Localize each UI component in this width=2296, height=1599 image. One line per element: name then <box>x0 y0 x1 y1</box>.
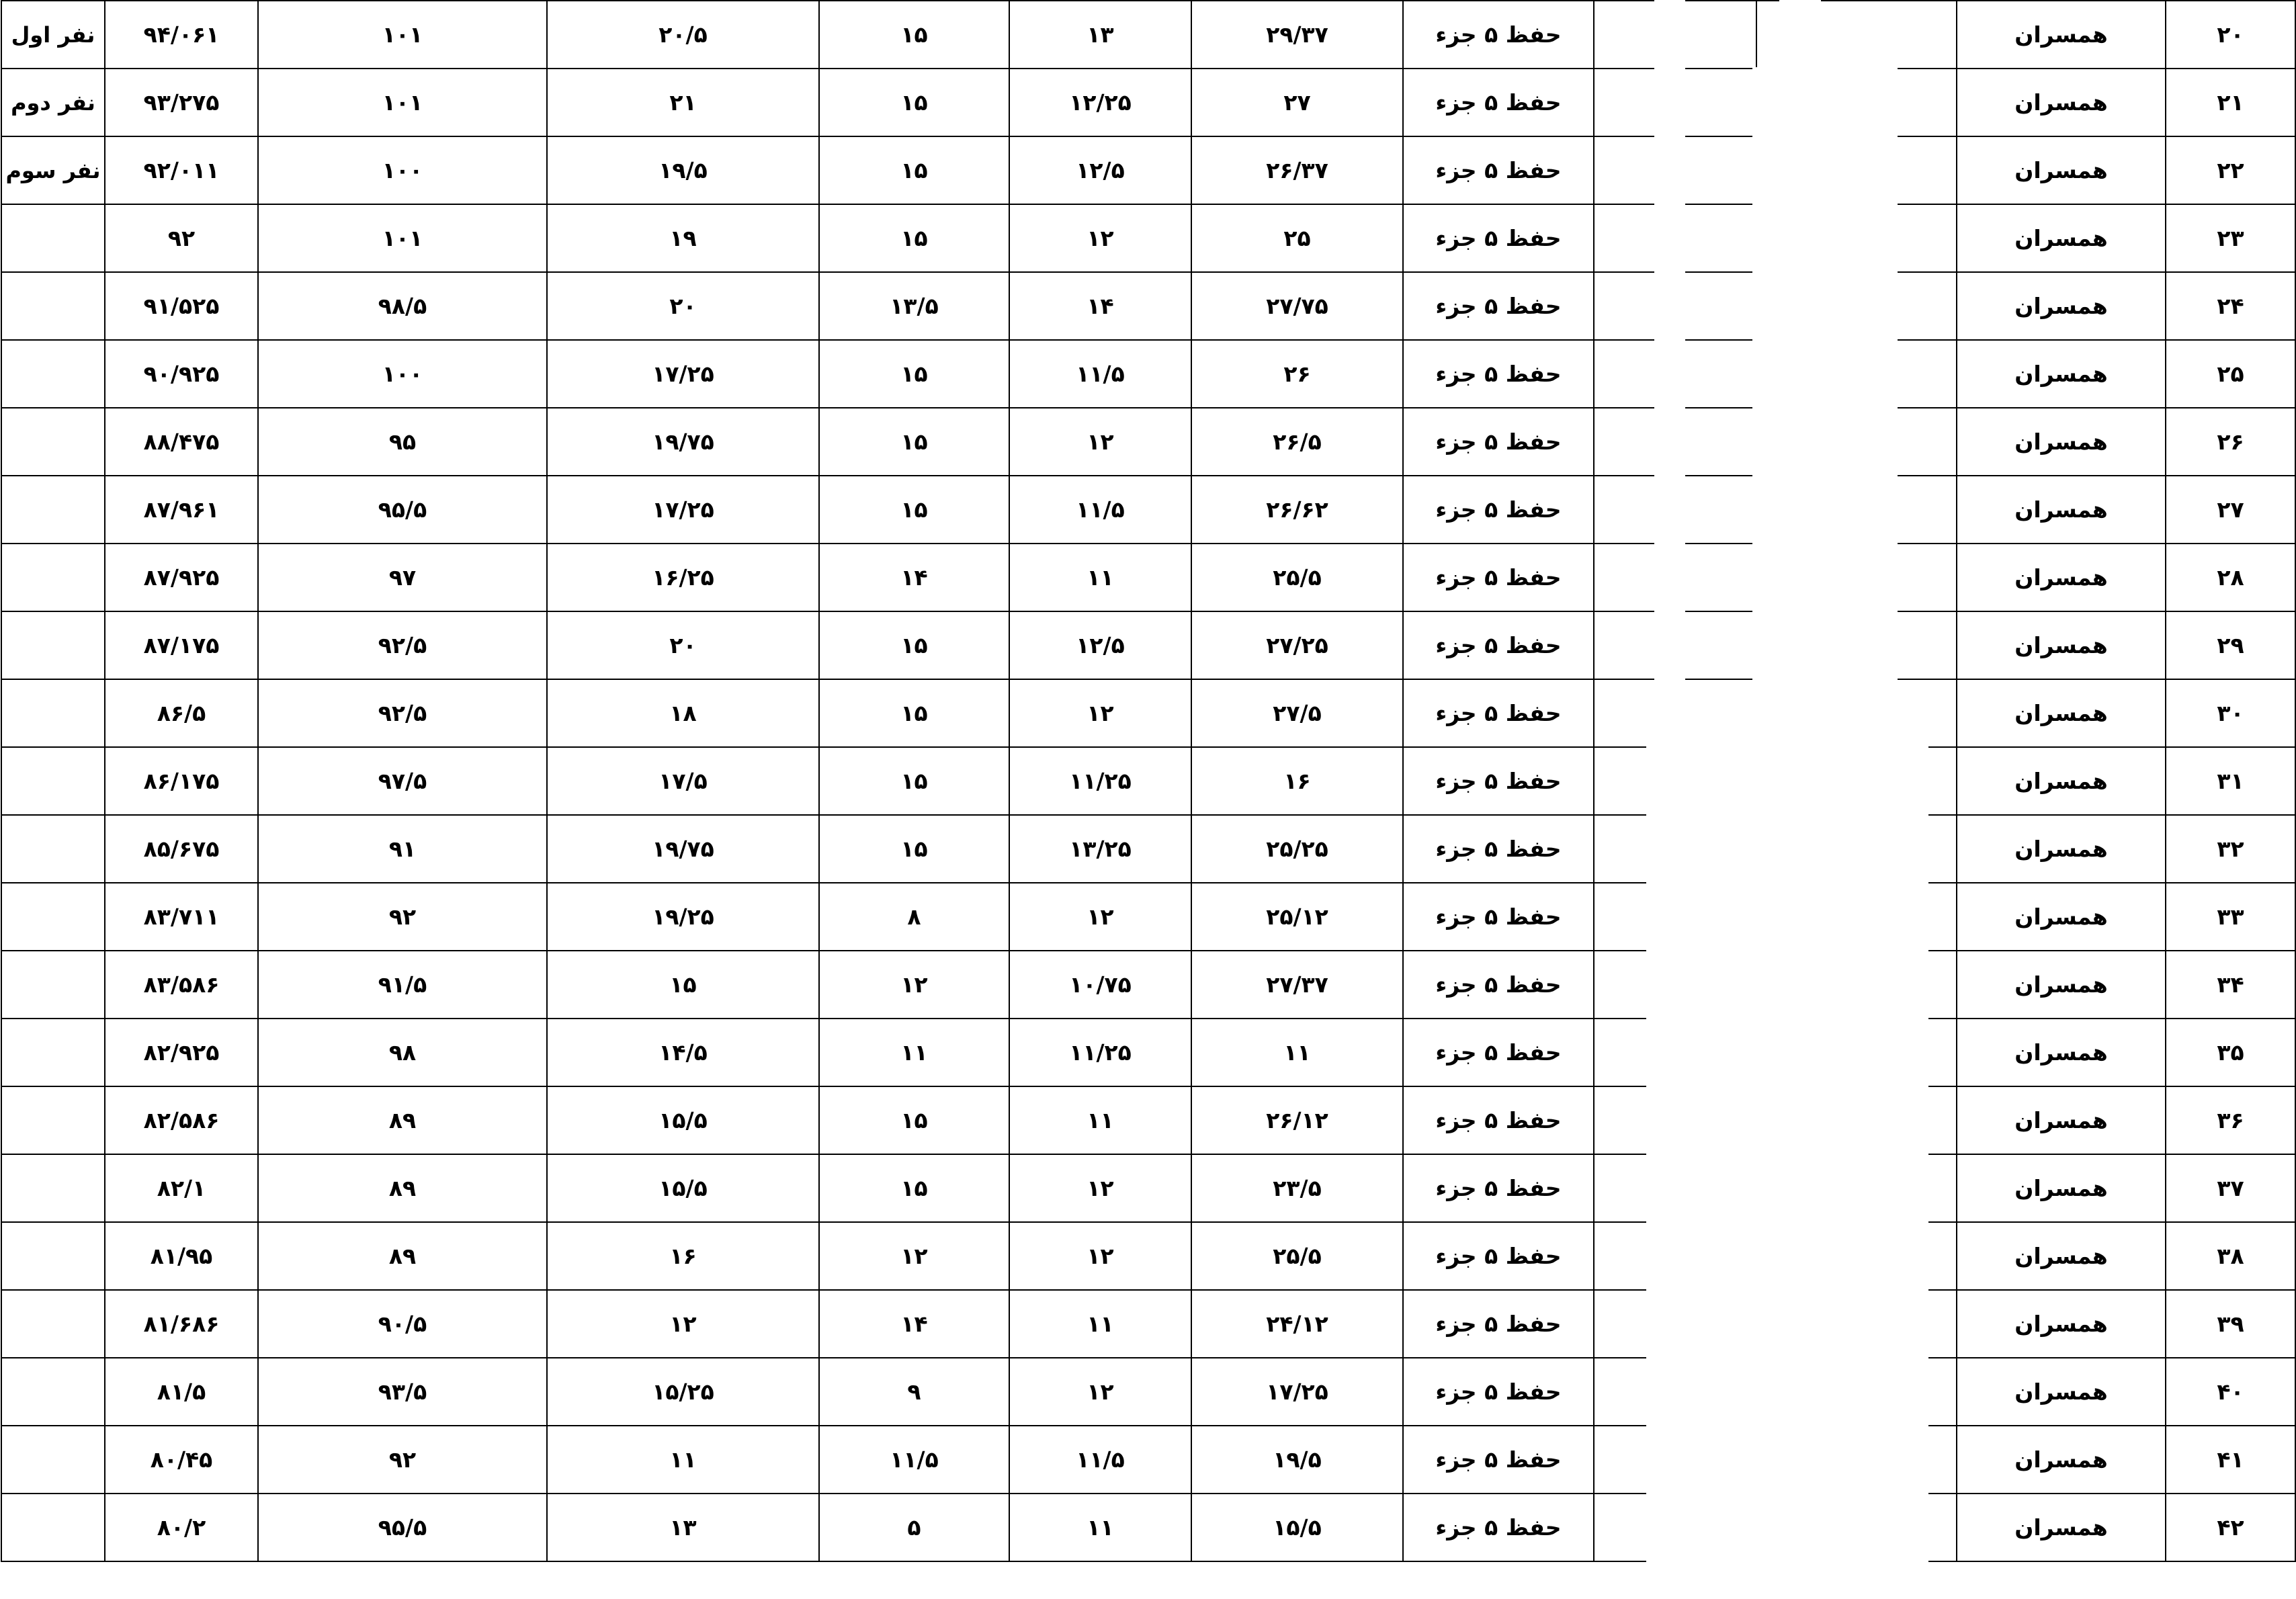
cell-row: ۳۱ <box>2166 747 2295 815</box>
cell-group: همسران <box>1957 69 2166 136</box>
cell-score2: ۱۱/۵ <box>1009 340 1191 408</box>
cell-score3: ۱۱ <box>819 1019 1009 1086</box>
cell-score4: ۱۷/۲۵ <box>547 340 819 408</box>
cell-group: همسران <box>1957 1 2166 69</box>
table-row <box>1 1358 2295 1426</box>
cell-total: ۹۳/۲۷۵ <box>105 69 258 136</box>
cell-group: همسران <box>1957 204 2166 272</box>
cell-group: همسران <box>1957 951 2166 1019</box>
cell-rank <box>1 1358 105 1426</box>
cell-group: همسران <box>1957 1358 2166 1426</box>
cell-rank: نفر دوم <box>1 69 105 136</box>
cell-total: ۸۸/۴۷۵ <box>105 408 258 476</box>
cell-score4: ۲۰ <box>547 611 819 679</box>
cell-category: حفظ ۵ جزء <box>1403 951 1594 1019</box>
cell-category: حفظ ۵ جزء <box>1403 883 1594 951</box>
cell-row: ۲۴ <box>2166 272 2295 340</box>
cell-score4: ۱۷/۵ <box>547 747 819 815</box>
cell-score4: ۱۹/۷۵ <box>547 815 819 883</box>
cell-rank: نفر سوم <box>1 136 105 204</box>
table-row <box>1 476 2295 544</box>
cell-category: حفظ ۵ جزء <box>1403 747 1594 815</box>
cell-score4: ۱۵/۵ <box>547 1086 819 1154</box>
cell-score2: ۱۲ <box>1009 883 1191 951</box>
cell-rank <box>1 679 105 747</box>
cell-score5: ۱۰۱ <box>258 204 547 272</box>
cell-total: ۹۱/۵۲۵ <box>105 272 258 340</box>
cell-row: ۲۱ <box>2166 69 2295 136</box>
cell-score2: ۱۲ <box>1009 1358 1191 1426</box>
cell-total: ۸۱/۶۸۶ <box>105 1290 258 1358</box>
cell-score1: ۲۵ <box>1191 204 1403 272</box>
cell-row: ۳۲ <box>2166 815 2295 883</box>
cell-total: ۸۶/۵ <box>105 679 258 747</box>
cell-score4: ۱۶ <box>547 1222 819 1290</box>
cell-group: همسران <box>1957 272 2166 340</box>
cell-score2: ۱۰/۷۵ <box>1009 951 1191 1019</box>
cell-score5: ۹۵ <box>258 408 547 476</box>
cell-score1: ۲۵/۱۲ <box>1191 883 1403 951</box>
cell-group: همسران <box>1957 611 2166 679</box>
cell-rank <box>1 1426 105 1494</box>
cell-score5: ۹۱/۵ <box>258 951 547 1019</box>
cell-category: حفظ ۵ جزء <box>1403 544 1594 611</box>
cell-group: همسران <box>1957 1019 2166 1086</box>
cell-score5: ۹۸ <box>258 1019 547 1086</box>
table-row <box>1 544 2295 611</box>
cell-category: حفظ ۵ جزء <box>1403 1086 1594 1154</box>
cell-score2: ۱۱ <box>1009 544 1191 611</box>
cell-score4: ۱۹ <box>547 204 819 272</box>
cell-total: ۸۲/۵۸۶ <box>105 1086 258 1154</box>
cell-score4: ۱۴/۵ <box>547 1019 819 1086</box>
cell-score4: ۲۰ <box>547 272 819 340</box>
cell-total: ۹۲ <box>105 204 258 272</box>
cell-score4: ۱۶/۲۵ <box>547 544 819 611</box>
cell-score4: ۲۰/۵ <box>547 1 819 69</box>
cell-group: همسران <box>1957 815 2166 883</box>
cell-score1: ۱۶ <box>1191 747 1403 815</box>
table-row <box>1 69 2295 136</box>
cell-row: ۲۸ <box>2166 544 2295 611</box>
table-row <box>1 1 2295 69</box>
cell-score2: ۱۱ <box>1009 1290 1191 1358</box>
cell-score3: ۱۲ <box>819 951 1009 1019</box>
cell-row: ۳۸ <box>2166 1222 2295 1290</box>
cell-total: ۸۱/۵ <box>105 1358 258 1426</box>
table-row <box>1 204 2295 272</box>
redaction-strip <box>1779 0 1821 1599</box>
cell-score4: ۱۲ <box>547 1290 819 1358</box>
cell-category: حفظ ۵ جزء <box>1403 611 1594 679</box>
cell-rank <box>1 272 105 340</box>
cell-total: ۸۲/۱ <box>105 1154 258 1222</box>
cell-score3: ۱۳/۵ <box>819 272 1009 340</box>
cell-score2: ۱۲/۲۵ <box>1009 69 1191 136</box>
cell-score4: ۱۹/۷۵ <box>547 408 819 476</box>
cell-row: ۲۹ <box>2166 611 2295 679</box>
cell-score3: ۱۵ <box>819 815 1009 883</box>
cell-score5: ۹۲/۵ <box>258 679 547 747</box>
cell-score3: ۱۴ <box>819 1290 1009 1358</box>
cell-row: ۴۲ <box>2166 1494 2295 1561</box>
cell-score3: ۱۴ <box>819 544 1009 611</box>
cell-score3: ۱۵ <box>819 1086 1009 1154</box>
cell-score1: ۱۱ <box>1191 1019 1403 1086</box>
cell-rank <box>1 611 105 679</box>
cell-category: حفظ ۵ جزء <box>1403 136 1594 204</box>
cell-score5: ۱۰۱ <box>258 1 547 69</box>
cell-score3: ۸ <box>819 883 1009 951</box>
cell-row: ۳۹ <box>2166 1290 2295 1358</box>
cell-score2: ۱۱/۲۵ <box>1009 1019 1191 1086</box>
table-row <box>1 951 2295 1019</box>
cell-rank <box>1 340 105 408</box>
table-row <box>1 136 2295 204</box>
cell-row: ۲۶ <box>2166 408 2295 476</box>
cell-score5: ۹۲ <box>258 1426 547 1494</box>
cell-rank <box>1 815 105 883</box>
cell-group: همسران <box>1957 747 2166 815</box>
table-row <box>1 1019 2295 1086</box>
cell-score3: ۱۵ <box>819 340 1009 408</box>
cell-total: ۹۰/۹۲۵ <box>105 340 258 408</box>
cell-category: حفظ ۵ جزء <box>1403 1222 1594 1290</box>
cell-category: حفظ ۵ جزء <box>1403 1494 1594 1561</box>
cell-score5: ۹۲/۵ <box>258 611 547 679</box>
cell-rank <box>1 544 105 611</box>
cell-category: حفظ ۵ جزء <box>1403 1019 1594 1086</box>
cell-rank <box>1 1086 105 1154</box>
cell-rank <box>1 1222 105 1290</box>
cell-score1: ۲۵/۵ <box>1191 544 1403 611</box>
cell-row: ۳۶ <box>2166 1086 2295 1154</box>
cell-score4: ۱۹/۲۵ <box>547 883 819 951</box>
cell-category: حفظ ۵ جزء <box>1403 1426 1594 1494</box>
cell-row: ۳۷ <box>2166 1154 2295 1222</box>
cell-score4: ۱۸ <box>547 679 819 747</box>
cell-score1: ۱۷/۲۵ <box>1191 1358 1403 1426</box>
cell-category: حفظ ۵ جزء <box>1403 272 1594 340</box>
redaction-strip <box>1646 692 1774 1599</box>
cell-score5: ۹۷ <box>258 544 547 611</box>
cell-score3: ۱۵ <box>819 204 1009 272</box>
cell-total: ۸۳/۵۸۶ <box>105 951 258 1019</box>
cell-category: حفظ ۵ جزء <box>1403 340 1594 408</box>
cell-rank <box>1 204 105 272</box>
cell-score3: ۱۵ <box>819 747 1009 815</box>
cell-group: همسران <box>1957 476 2166 544</box>
cell-score1: ۲۷/۲۵ <box>1191 611 1403 679</box>
cell-score2: ۱۲/۵ <box>1009 611 1191 679</box>
cell-score2: ۱۲/۵ <box>1009 136 1191 204</box>
cell-rank <box>1 408 105 476</box>
cell-group: همسران <box>1957 883 2166 951</box>
table-row <box>1 679 2295 747</box>
cell-score5: ۹۸/۵ <box>258 272 547 340</box>
cell-row: ۲۳ <box>2166 204 2295 272</box>
cell-group: همسران <box>1957 1086 2166 1154</box>
cell-rank <box>1 1290 105 1358</box>
cell-score3: ۱۵ <box>819 408 1009 476</box>
table-row <box>1 340 2295 408</box>
cell-score5: ۸۹ <box>258 1222 547 1290</box>
cell-score1: ۲۶/۱۲ <box>1191 1086 1403 1154</box>
cell-score3: ۱۲ <box>819 1222 1009 1290</box>
cell-category: حفظ ۵ جزء <box>1403 408 1594 476</box>
cell-score5: ۹۷/۵ <box>258 747 547 815</box>
table-row <box>1 1154 2295 1222</box>
cell-score5: ۹۵/۵ <box>258 476 547 544</box>
cell-group: همسران <box>1957 1494 2166 1561</box>
cell-row: ۳۵ <box>2166 1019 2295 1086</box>
cell-score5: ۹۳/۵ <box>258 1358 547 1426</box>
table-row <box>1 408 2295 476</box>
cell-category: حفظ ۵ جزء <box>1403 1358 1594 1426</box>
cell-score1: ۲۵/۵ <box>1191 1222 1403 1290</box>
table-row <box>1 272 2295 340</box>
cell-score1: ۲۶ <box>1191 340 1403 408</box>
cell-total: ۸۰/۴۵ <box>105 1426 258 1494</box>
cell-group: همسران <box>1957 1426 2166 1494</box>
cell-group: همسران <box>1957 544 2166 611</box>
table-row <box>1 883 2295 951</box>
cell-group: همسران <box>1957 408 2166 476</box>
cell-row: ۴۰ <box>2166 1358 2295 1426</box>
cell-rank <box>1 476 105 544</box>
cell-row: ۲۰ <box>2166 1 2295 69</box>
cell-row: ۲۵ <box>2166 340 2295 408</box>
cell-score1: ۲۴/۱۲ <box>1191 1290 1403 1358</box>
cell-score1: ۲۷/۵ <box>1191 679 1403 747</box>
cell-row: ۲۲ <box>2166 136 2295 204</box>
cell-score4: ۱۵/۵ <box>547 1154 819 1222</box>
cell-score4: ۱۱ <box>547 1426 819 1494</box>
cell-score1: ۲۹/۳۷ <box>1191 1 1403 69</box>
table-row <box>1 611 2295 679</box>
cell-total: ۸۰/۲ <box>105 1494 258 1561</box>
table-row <box>1 815 2295 883</box>
cell-score4: ۱۷/۲۵ <box>547 476 819 544</box>
cell-row: ۲۷ <box>2166 476 2295 544</box>
cell-score5: ۹۵/۵ <box>258 1494 547 1561</box>
table-row <box>1 1426 2295 1494</box>
cell-score1: ۲۷ <box>1191 69 1403 136</box>
cell-score3: ۱۵ <box>819 476 1009 544</box>
cell-group: همسران <box>1957 1154 2166 1222</box>
cell-group: همسران <box>1957 340 2166 408</box>
cell-score1: ۲۶/۳۷ <box>1191 136 1403 204</box>
cell-score4: ۱۵ <box>547 951 819 1019</box>
cell-score5: ۱۰۰ <box>258 340 547 408</box>
cell-score5: ۸۹ <box>258 1154 547 1222</box>
cell-total: ۹۲/۰۱۱ <box>105 136 258 204</box>
cell-score2: ۱۲ <box>1009 679 1191 747</box>
cell-rank <box>1 1154 105 1222</box>
cell-row: ۴۱ <box>2166 1426 2295 1494</box>
cell-score2: ۱۳/۲۵ <box>1009 815 1191 883</box>
results-table-body <box>1 1 2295 1561</box>
table-row <box>1 1290 2295 1358</box>
cell-score3: ۱۵ <box>819 69 1009 136</box>
cell-score1: ۲۶/۵ <box>1191 408 1403 476</box>
cell-score3: ۵ <box>819 1494 1009 1561</box>
cell-score1: ۲۵/۲۵ <box>1191 815 1403 883</box>
cell-score1: ۲۷/۷۵ <box>1191 272 1403 340</box>
cell-category: حفظ ۵ جزء <box>1403 679 1594 747</box>
table-row <box>1 1086 2295 1154</box>
cell-rank <box>1 1494 105 1561</box>
cell-total: ۸۷/۹۶۱ <box>105 476 258 544</box>
cell-score4: ۱۳ <box>547 1494 819 1561</box>
cell-score4: ۱۹/۵ <box>547 136 819 204</box>
redaction-strip <box>1828 692 1928 1599</box>
cell-rank <box>1 951 105 1019</box>
cell-score2: ۱۲ <box>1009 1222 1191 1290</box>
cell-total: ۸۲/۹۲۵ <box>105 1019 258 1086</box>
cell-row: ۳۴ <box>2166 951 2295 1019</box>
cell-score2: ۱۴ <box>1009 272 1191 340</box>
cell-score5: ۹۰/۵ <box>258 1290 547 1358</box>
cell-score1: ۲۳/۵ <box>1191 1154 1403 1222</box>
cell-score2: ۱۲ <box>1009 1154 1191 1222</box>
cell-score5: ۱۰۱ <box>258 69 547 136</box>
cell-rank <box>1 883 105 951</box>
results-table <box>1 0 2296 1562</box>
table-row <box>1 1494 2295 1561</box>
cell-score3: ۱۵ <box>819 679 1009 747</box>
cell-score2: ۱۱ <box>1009 1494 1191 1561</box>
cell-score1: ۱۹/۵ <box>1191 1426 1403 1494</box>
cell-score2: ۱۲ <box>1009 204 1191 272</box>
cell-score1: ۱۵/۵ <box>1191 1494 1403 1561</box>
table-row <box>1 747 2295 815</box>
cell-score2: ۱۲ <box>1009 408 1191 476</box>
cell-score3: ۹ <box>819 1358 1009 1426</box>
cell-score5: ۱۰۰ <box>258 136 547 204</box>
cell-score3: ۱۵ <box>819 136 1009 204</box>
cell-score2: ۱۱/۵ <box>1009 476 1191 544</box>
cell-score4: ۱۵/۲۵ <box>547 1358 819 1426</box>
cell-score2: ۱۳ <box>1009 1 1191 69</box>
cell-category: حفظ ۵ جزء <box>1403 1154 1594 1222</box>
cell-total: ۸۵/۶۷۵ <box>105 815 258 883</box>
cell-score3: ۱۵ <box>819 1 1009 69</box>
cell-score4: ۲۱ <box>547 69 819 136</box>
cell-category: حفظ ۵ جزء <box>1403 204 1594 272</box>
cell-group: همسران <box>1957 136 2166 204</box>
cell-category: حفظ ۵ جزء <box>1403 1 1594 69</box>
cell-group: همسران <box>1957 679 2166 747</box>
cell-category: حفظ ۵ جزء <box>1403 815 1594 883</box>
cell-score2: ۱۱/۵ <box>1009 1426 1191 1494</box>
cell-total: ۸۶/۱۷۵ <box>105 747 258 815</box>
cell-rank <box>1 1019 105 1086</box>
cell-total: ۸۷/۹۲۵ <box>105 544 258 611</box>
cell-score3: ۱۵ <box>819 611 1009 679</box>
cell-rank: نفر اول <box>1 1 105 69</box>
cell-row: ۳۰ <box>2166 679 2295 747</box>
cell-score2: ۱۱/۲۵ <box>1009 747 1191 815</box>
cell-score5: ۹۲ <box>258 883 547 951</box>
cell-total: ۸۷/۱۷۵ <box>105 611 258 679</box>
cell-score3: ۱۵ <box>819 1154 1009 1222</box>
cell-row: ۳۳ <box>2166 883 2295 951</box>
cell-score1: ۲۶/۶۲ <box>1191 476 1403 544</box>
cell-score3: ۱۱/۵ <box>819 1426 1009 1494</box>
cell-score5: ۸۹ <box>258 1086 547 1154</box>
cell-category: حفظ ۵ جزء <box>1403 1290 1594 1358</box>
cell-score1: ۲۷/۳۷ <box>1191 951 1403 1019</box>
cell-category: حفظ ۵ جزء <box>1403 69 1594 136</box>
cell-score5: ۹۱ <box>258 815 547 883</box>
cell-category: حفظ ۵ جزء <box>1403 476 1594 544</box>
cell-total: ۸۳/۷۱۱ <box>105 883 258 951</box>
cell-group: همسران <box>1957 1222 2166 1290</box>
cell-group: همسران <box>1957 1290 2166 1358</box>
cell-rank <box>1 747 105 815</box>
table-row <box>1 1222 2295 1290</box>
cell-total: ۸۱/۹۵ <box>105 1222 258 1290</box>
cell-total: ۹۴/۰۶۱ <box>105 1 258 69</box>
cell-score2: ۱۱ <box>1009 1086 1191 1154</box>
